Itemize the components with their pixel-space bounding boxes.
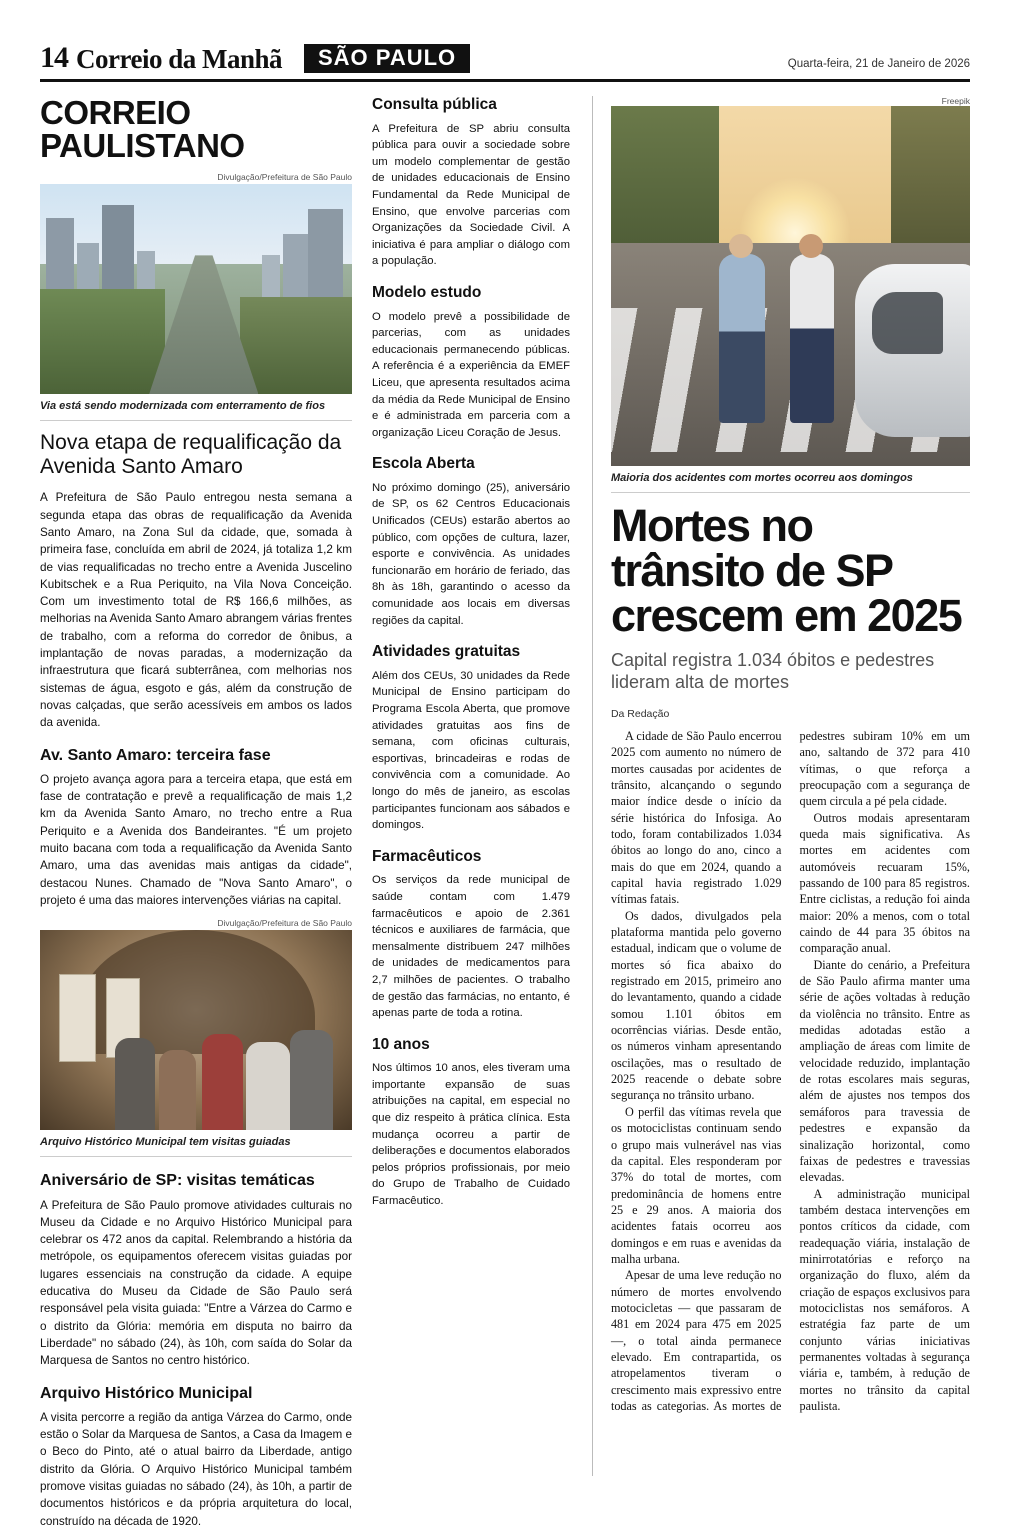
brief-title-1: Consulta pública (372, 96, 497, 113)
article-paragraph: A Prefeitura de São Paulo promove atividades culturais no Museu da Cidade e no Arquivo Histórico Municipal para celebrar os 472 anos da capital. Relembrando a história da metrópole, os equipamentos oferecem visitas guiadas por lugares essenciais na construção da cidade. A equipe educativa do Museu da Cidade de São Paulo será responsável pela visita guiada: "Entre a Várzea do Carmo e o distrito da Glória: memória em disputa no bairro da Liberdade" no sábado (24), às 10h, com saída do Solar da Marquesa de Santos no centro histórico. (40, 1198, 352, 1368)
brief-text-6: Nos últimos 10 anos, eles tiveram uma importante expansão de suas atribuições na capital, em especial no que diz respeito à prática clínica. Esta mudança ocorreu a partir de deliberações e documentos elaborados pelos próprios profissionais, por meio do Grupo de Trabalho de Cuidado Farmacêutico. (372, 1062, 570, 1208)
column-title: CORREIO PAULISTANO (40, 94, 245, 164)
newspaper-brand: Correio da Manhã (76, 44, 282, 74)
brief-title-4: Atividades gratuitas (372, 643, 521, 661)
photo-archive (40, 930, 352, 1130)
article-paragraph: A visita percorre a região da antiga Várzea do Carmo, onde estão o Solar da Marquesa de Santos, a Casa da Imagem e o Beco do Pinto, até o atual bairro da Liberdade, antigo distrito da Glória. O Arquivo Histórico Municipal também promove visitas guiadas no sábado (24), às 10h, a partir de documentos históricos e da própria arquitetura do local, construído na década de 1920. (40, 1410, 352, 1528)
brief-text-2: O modelo prevê a possibilidade de parcerias, com as unidades educacionais permanecendo públicas. A referência é a experiência da EMEF Liceu, que apresenta resultados acima da média da Rede Municipal de Ensino e é administrada em parceria com a organização Liceu Coração de Jesus. (372, 310, 570, 439)
page-number: 14 (40, 41, 68, 74)
article-paragraph: O projeto avança agora para a terceira etapa, que está em fase de contratação e prevê a requalificação de mais 1,2 km da Avenida Santo Amaro, no trecho entre a Rua Periquito e a Avenida dos Bandeirantes. "É um projeto muito bacana com toda a requalificação da Avenida Santo Amaro, uma das avenidas mais antigas da cidade", destacou Nunes. Chamado de "Nova Santo Amaro", o projeto é uma das maiores intervenções viárias na capital. (40, 772, 352, 908)
photo-credit-2: Divulgação/Prefeitura de São Paulo (217, 918, 352, 929)
article-title-3: Aniversário de SP: visitas temáticas (40, 1172, 315, 1190)
section-tag: SÃO PAULO (304, 44, 470, 73)
lead-subhead: Capital registra 1.034 óbitos e pedestres lideram alta de mortes (610, 650, 935, 692)
photo-caption-3: Maioria dos acidentes com mortes ocorreu aos domingos (611, 466, 970, 493)
brief-text-4: Além dos CEUs, 30 unidades da Rede Municipal de Ensino participam do Programa Escola Aberta, que promove atividades gratuitas aos fins de semana, com oficinas culturais, esportivas, brincadeiras e rodas de convivência com a comunidade. Ao longo do mês de janeiro, as escolas participantes funcionam aos sábados e domingos. (372, 669, 570, 832)
brief-title-2: Modelo estudo (372, 283, 482, 301)
column-b (370, 96, 570, 1476)
brief-title-5: Farmacêuticos (372, 847, 482, 865)
byline: Da Redação (610, 707, 670, 720)
lead-paragraph: Outros modais apresentaram queda mais significativa. As mortes em acidentes com automóveis recuaram 15%, passando de 100 para 85 registros. Entre ciclistas, a redução foi ainda maior: 20% a menos, com o total caindo de 44 para 35 óbitos na comparação anual. (799, 810, 970, 956)
brief-title-3: Escola Aberta (372, 455, 475, 473)
right-block (592, 96, 970, 1476)
page-content (40, 94, 970, 1528)
photo-avenue (40, 184, 352, 394)
masthead (40, 36, 970, 82)
brief-text-1: A Prefeitura de SP abriu consulta pública para ouvir a sociedade sobre um modelo complementar de gestão de unidades educacionais de Ensino Fundamental da Rede Municipal de Ensino, que envolve parcerias com Organizações da Sociedade Civil. A iniciativa é para ampliar o diálogo com a população. (372, 122, 570, 268)
photo-credit-3: Freepik (941, 96, 970, 106)
photo-pedestrians (611, 106, 970, 466)
lead-paragraph: Os dados, divulgados pela plataforma mantida pelo governo estadual, indicam que o volume de mortes só fica abaixo do registrado em 2015, primeiro ano do levantamento, quando a cidade somou 1.101 óbitos em ocorrências viárias. Desde então, os números vinham apresentando oscilações, mas o resultado de 2025 reacende o debate sobre segurança no trânsito urbano. (610, 908, 782, 1103)
lead-paragraph: A cidade de São Paulo encerrou 2025 com aumento no número de mortes causadas por acidentes de trânsito, alcançando o segundo maior índice desde o início da série histórica do Infosiga. Ao todo, foram contabilizados 1.034 óbitos ao longo do ano, cinco a mais do que em 2024, quando a capital havia registrado 1.029 vítimas fatais. (610, 728, 782, 907)
dateline: Quarta-feira, 21 de Janeiro de 2026 (787, 58, 970, 70)
column-a (40, 94, 370, 1528)
photo-caption-2: Arquivo Histórico Municipal tem visitas guiadas (40, 1130, 352, 1157)
lead-body (611, 728, 970, 1414)
brief-text-3: No próximo domingo (25), aniversário de SP, os 62 Centros Educacionais Unificados (CEUs) estarão abertos ao público, com opções de cultura, lazer, esporte e convivência. As unidades funcionarão em horário de feriado, das 8h às 18h, garantindo o acesso da comunidade aos locais em diversas regiões da capital. (372, 481, 570, 627)
brief-text-5: Os serviços da rede municipal de saúde contam com 1.479 farmacêuticos e apoio de 2.361 técnicos e auxiliares de farmácia, que mensalmente distribuem 247 milhões de unidades de medicamentos para 2,7 milhões de pacientes. O trabalho de gestão das farmácias, no entanto, é apenas parte de toda a rotina. (372, 874, 570, 1020)
brief-title-6: 10 anos (372, 1035, 430, 1053)
lead-paragraph: Apesar de uma leve redução no número de mortes envolvendo motocicletas — que passaram de 481 em 2024 para 475 em 2025 —, o total ainda permanece elevado. Em contrapartida, os atropelamentos tiveram o crescimento mais expressivo entre todas as categorias. As mortes de pedestres subiram 10% em um ano, saltando de 372 para 410 vítimas, o que reforça a preocupação com a segurança de quem circula a pé pela cidade. (610, 728, 970, 1413)
lead-headline: Mortes no trânsito de SP crescem em 2025 (610, 500, 962, 641)
photo-caption-1: Via está sendo modernizada com enterramento de fios (40, 394, 352, 421)
lead-paragraph: Diante do cenário, a Prefeitura de São Paulo afirma manter uma série de ações voltadas à redução da violência no trânsito. Entre as medidas adotadas estão a ampliação de áreas com limite de velocidade reduzido, implantação de rotas escolares mais seguras, além de ajustes nos tempos dos semáforos para travessia de pedestres e expansão da sinalização horizontal, como faixas de pedestres e travessias elevadas. (799, 957, 970, 1185)
lead-paragraph: O perfil das vítimas revela que os motociclistas continuam sendo o grupo mais vulnerável nas vias da capital. Eles responderam por 37% do total de mortes, com predominância de homens entre 25 e 29 anos. A maioria dos acidentes fatais ocorreu aos domingos e em ruas e avenidas da malha urbana. (610, 1104, 782, 1266)
lead-paragraph: A administração municipal também destaca intervenções em pontos críticos da cidade, com readequação viária, instalação de minirrotatórias e reforço na organização do fluxo, além da criação de espaços exclusivos para motociclistas nos semáforos. A estratégia faz parte de um conjunto várias iniciativas permanentes voltadas à segurança viária e, também, à redução de mortes no trânsito da capital paulista. (799, 1186, 970, 1413)
article-title-1: Nova etapa de requalificação da Avenida Santo Amaro (40, 431, 342, 479)
article-paragraph: A Prefeitura de São Paulo entregou nesta semana a segunda etapa das obras de requalificação da Avenida Santo Amaro, na Zona Sul da cidade, que, somada à primeira fase, concluída em abril de 2024, já totaliza 1,2 km de vias requalificadas no trecho entre a Avenida Juscelino Kubitschek e a Rua Periquito, na Vila Nova Conceição. Com um investimento total de R$ 166,6 milhões, as melhorias na Avenida Santo Amaro abrangem várias frentes de trabalho, com a reforma do corredor de ônibus, a implantação de novas paradas, a modernização da infraestrutura que ficará subterrânea, com melhorias nos sistemas de água, esgoto e gás, além da construção de novas calçadas, que serão acessíveis em ambos os lados da avenida. (40, 491, 352, 730)
article-title-2: Av. Santo Amaro: terceira fase (40, 746, 271, 764)
left-block (40, 94, 582, 1528)
photo-credit-1: Divulgação/Prefeitura de São Paulo (217, 172, 352, 182)
article-title-4: Arquivo Histórico Municipal (40, 1384, 253, 1402)
